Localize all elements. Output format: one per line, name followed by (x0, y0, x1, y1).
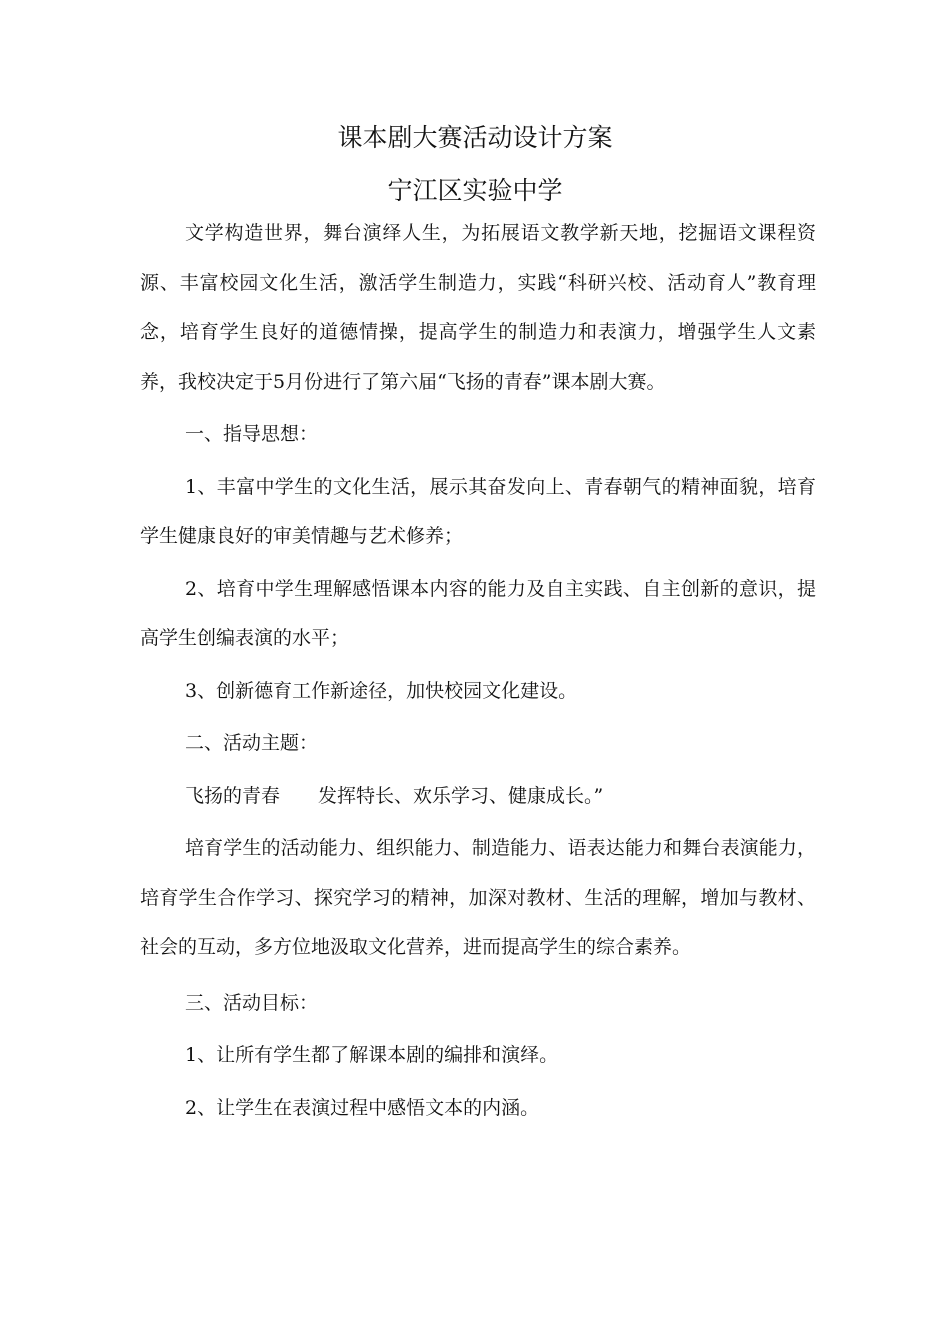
section-3-item-2: 2、让学生在表演过程中感悟文本的内涵。 (185, 1096, 540, 1119)
section-1-heading: 一、指导思想： (185, 423, 319, 445)
section-3-item-1: 1、让所有学生都了解课本剧的编排和演绎。 (185, 1044, 559, 1066)
section-1-item-1: 1、丰富中学生的文化生活，展示其奋发向上、青春朝气的精神面貌，培育学生健康良好的审美情趣与艺术修养； (140, 475, 816, 547)
section-2-theme: 飞扬的青春 发挥特长、欢乐学习、健康成长。” (185, 784, 604, 807)
section-3-heading: 三、活动目标： (185, 991, 319, 1014)
document-title: 课本剧大赛活动设计方案 (337, 123, 613, 152)
section-2-heading: 二、活动主题： (185, 732, 319, 754)
section-1-item-2: 2、培育中学生理解感悟课本内容的能力及自主实践、自主创新的意识，提高学生创编表演的水平； (140, 577, 816, 649)
intro-paragraph: 文学构造世界，舞台演绎人生，为拓展语文教学新天地，挖掘语文课程资源、丰富校园文化生活，激活学生制造力，实践“科研兴校、活动育人”教育理念，培育学生良好的道德情操，提高学生的制造力和表演力，增强学生人文素养，我校决定于5月份进行了第六届“飞扬的青春”课本剧大赛。 (140, 222, 816, 393)
school-name: 宁江区实验中学 (387, 176, 563, 205)
section-1-item-3: 3、创新德育工作新途径，加快校园文化建设。 (185, 679, 578, 702)
section-2-paragraph: 培育学生的活动能力、组织能力、制造能力、语表达能力和舞台表演能力，培育学生合作学习、探究学习的精神，加深对教材、生活的理解，增加与教材、社会的互动，多方位地汲取文化营养，进而提高学生的综合素养。 (140, 837, 816, 958)
document-body (140, 209, 816, 1133)
